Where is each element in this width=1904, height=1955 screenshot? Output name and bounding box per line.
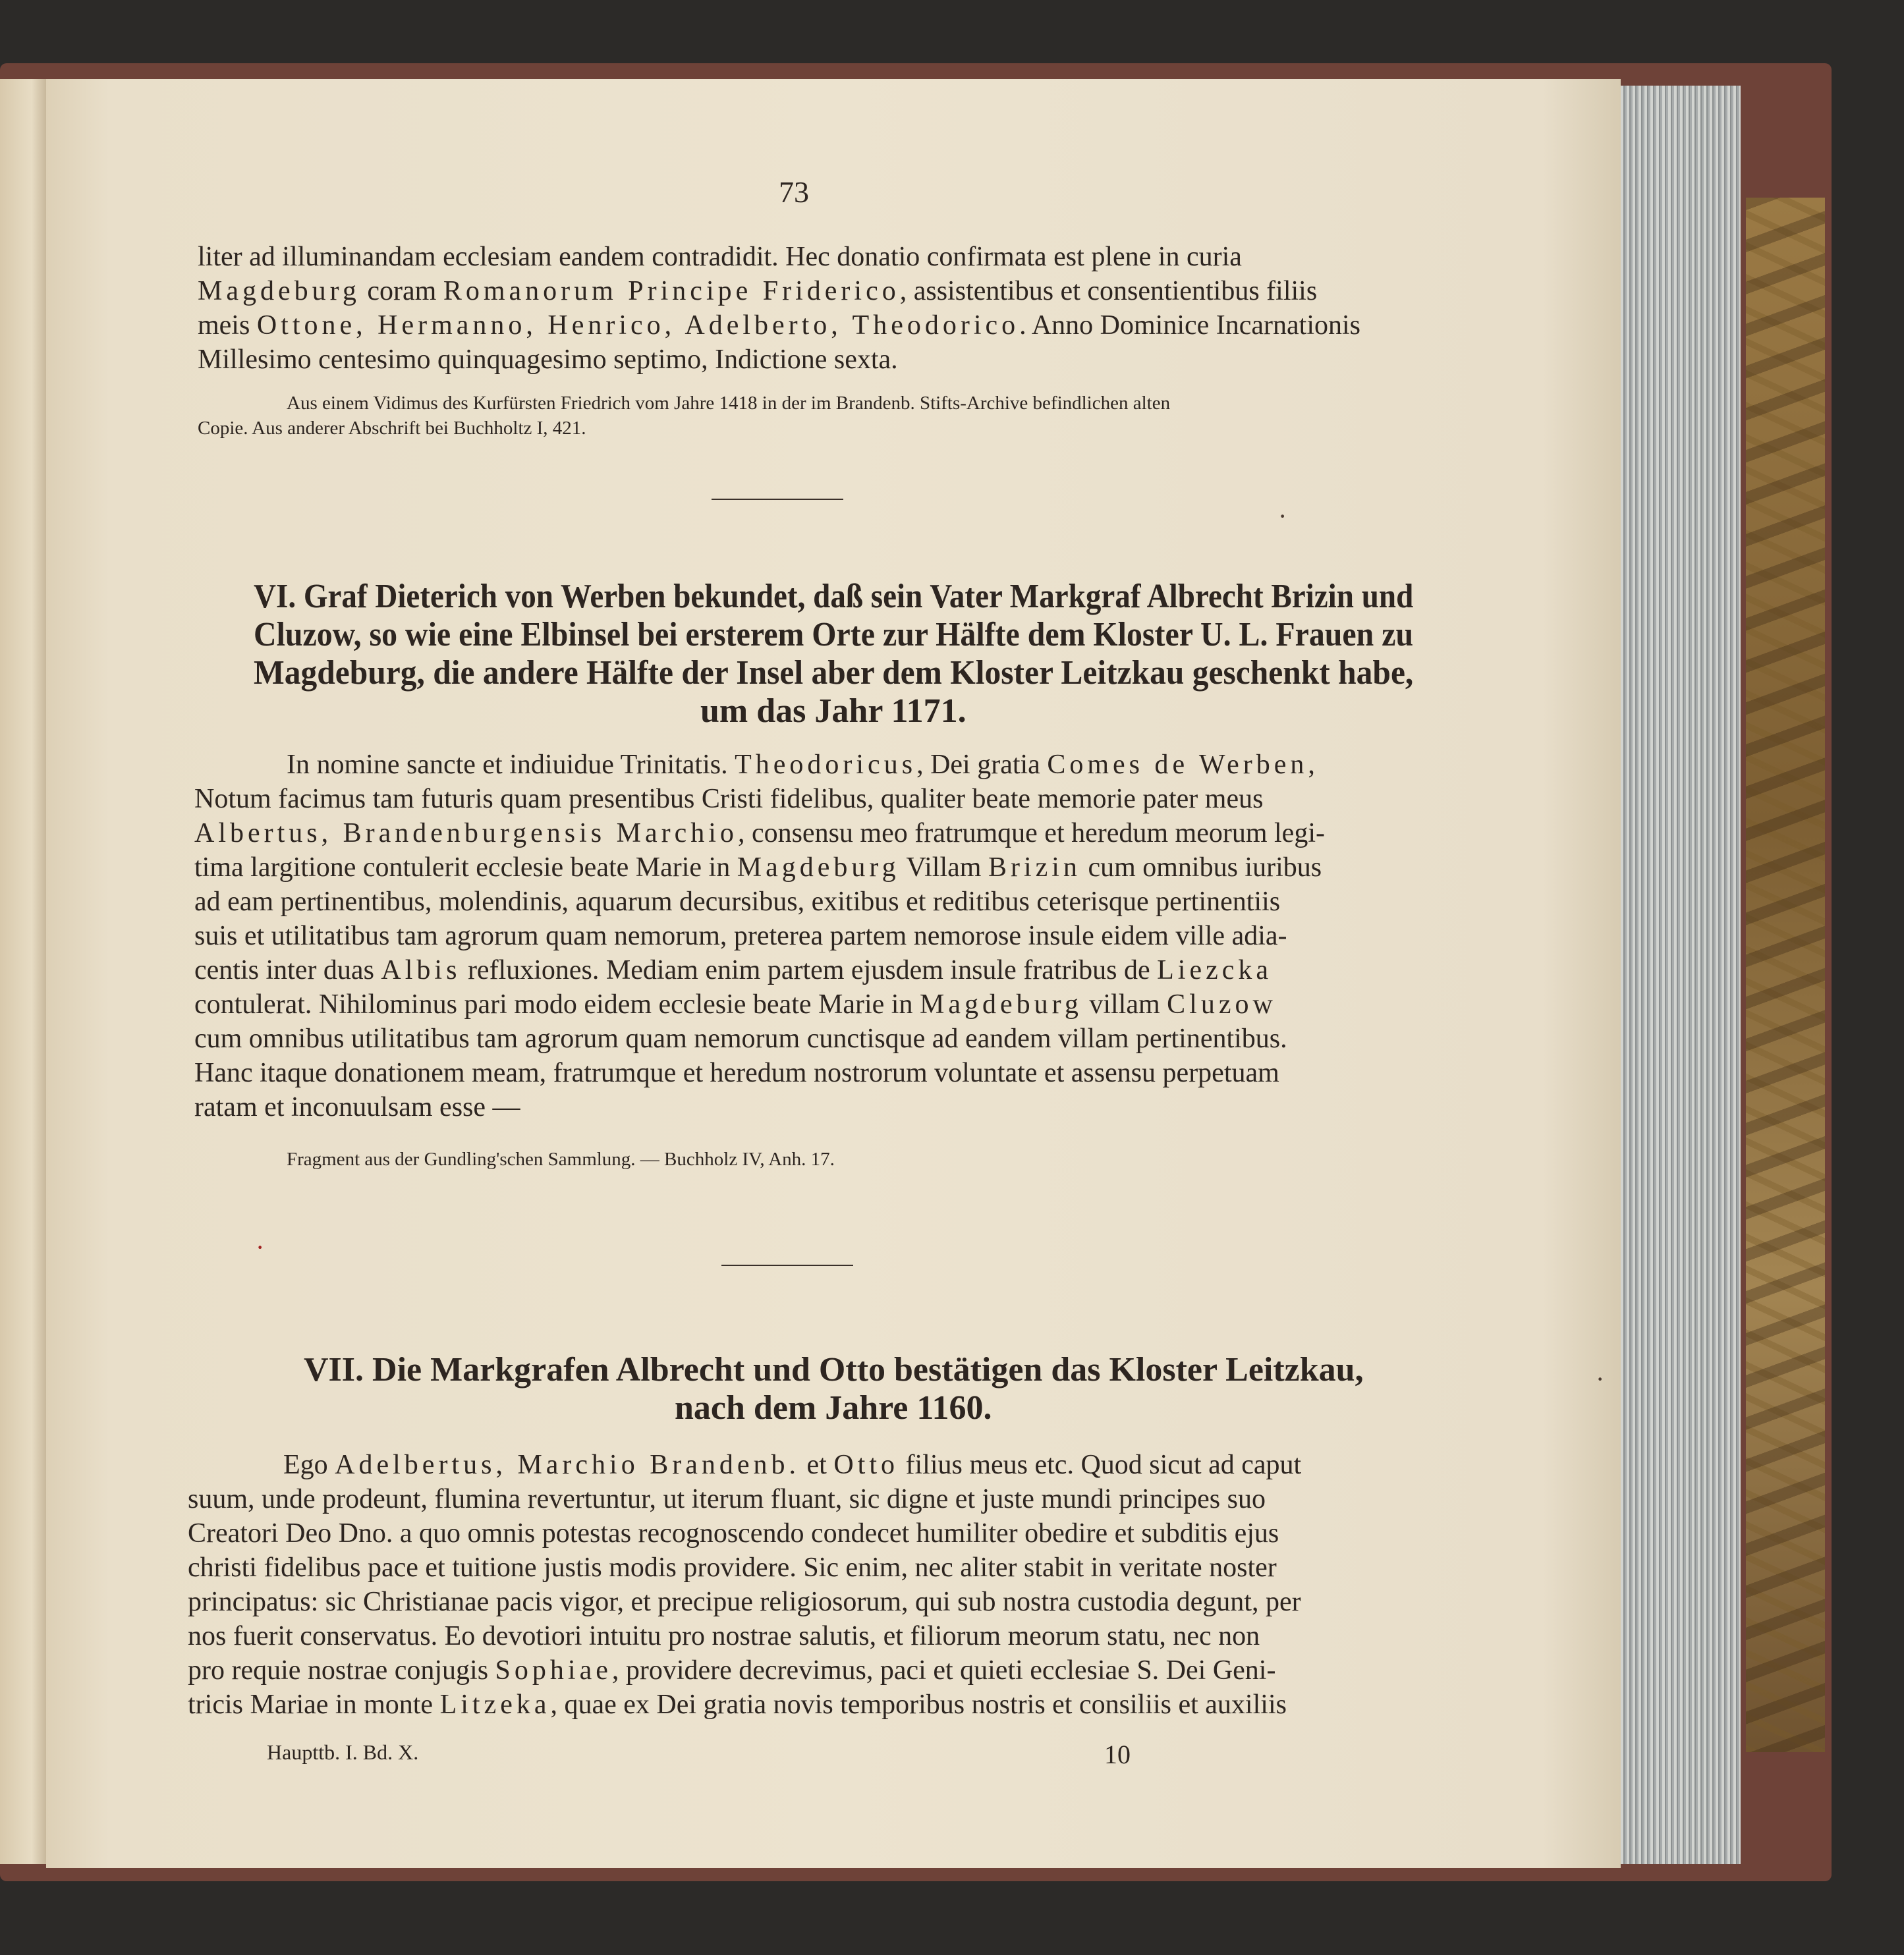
text-run: Litzeka — [439, 1690, 551, 1720]
text-run: suum, unde prodeunt, flumina revertuntur, ut iterum fluant, sic digne et juste mundi principes suo — [188, 1484, 1266, 1514]
text-run: nos fuerit conservatus. Eo devotiori intuitu pro nostrae salutis, et filiorum meorum statu, nec non — [188, 1621, 1260, 1651]
heading-line: nach dem Jahre 1160. — [675, 1389, 992, 1427]
text-line — [188, 1516, 1279, 1551]
text-line — [198, 240, 1242, 274]
heading-line: Magdeburg, die andere Hälfte der Insel aber dem Kloster Leitzkau geschenkt habe, — [254, 654, 1414, 692]
page-number: 73 — [779, 175, 809, 209]
text-line — [194, 850, 1322, 885]
section-divider — [712, 499, 843, 500]
text-line — [194, 816, 1325, 850]
text-line — [194, 782, 1263, 816]
text-line — [188, 1619, 1260, 1653]
text-run: , assistentibus et consentientibus filiis — [899, 276, 1318, 306]
page-edges — [1617, 86, 1741, 1864]
text-line — [194, 885, 1280, 919]
note-line: Copie. Aus anderer Abschrift bei Buchholtz I, 421. — [198, 418, 586, 439]
text-run: coram — [360, 276, 443, 306]
text-run: Theodoricus — [735, 750, 917, 780]
text-line — [194, 1022, 1287, 1056]
text-line — [287, 748, 1315, 782]
text-line — [194, 953, 1272, 987]
text-line — [198, 343, 898, 377]
text-line — [198, 308, 1360, 343]
text-run: Brizin — [988, 852, 1081, 883]
text-run: filius meus etc. Quod sicut ad caput — [899, 1450, 1302, 1480]
text-run: In nomine sancte et indiuidue Trinitatis. — [287, 750, 735, 780]
text-line — [194, 1090, 520, 1124]
text-run: Notum facimus tam futuris quam presentibus Cristi fidelibus, qualiter beate memorie pater meus — [194, 784, 1264, 814]
text-run: Hanc itaque donationem meam, fratrumque et heredum nostrorum voluntate et assensu perpetuam — [194, 1058, 1279, 1088]
text-run: . Anno Dominice Incarnationis — [1019, 310, 1361, 341]
text-run: Magdeburg — [737, 852, 900, 883]
text-run: centis inter duas — [194, 955, 381, 985]
text-run: Liezcka — [1157, 955, 1273, 985]
text-run: Creatori Deo Dno. a quo omnis potestas recognoscendo condecet humiliter obedire et subditis ejus — [188, 1518, 1279, 1549]
source-note-vi: Fragment aus der Gundling'schen Sammlung. — Buchholz IV, Anh. 17. — [287, 1149, 835, 1170]
text-run: , consensu meo fratrumque et heredum meorum legi- — [737, 818, 1325, 848]
text-run: cum omnibus iuribus — [1080, 852, 1322, 883]
text-run: Ego — [283, 1450, 335, 1480]
heading-line: VII. Die Markgrafen Albrecht und Otto bestätigen das Kloster Leitzkau, — [304, 1351, 1364, 1389]
text-run: Romanorum Principe Friderico — [443, 276, 900, 306]
book-page — [46, 79, 1621, 1868]
text-run: meis — [198, 310, 257, 341]
text-line — [194, 1056, 1279, 1090]
text-run: refluxiones. Mediam enim partem ejusdem insule fratribus de — [461, 955, 1158, 985]
left-page-edge — [0, 79, 53, 1864]
text-run: villam — [1082, 989, 1167, 1020]
text-run: , providere decrevimus, paci et quieti ecclesiae S. Dei Geni- — [611, 1655, 1276, 1686]
text-run: , Dei gratia — [916, 750, 1048, 780]
ink-speck: · — [1278, 501, 1287, 531]
text-line — [283, 1448, 1301, 1482]
text-line — [188, 1551, 1277, 1585]
text-run: Otto — [833, 1450, 899, 1480]
text-run: Sophiae — [495, 1655, 612, 1686]
text-line — [194, 919, 1287, 953]
text-run: pro requie nostrae conjugis — [188, 1655, 495, 1686]
section-divider — [721, 1265, 853, 1266]
text-run: , quae ex Dei gratia novis temporibus nostris et consiliis et auxiliis — [550, 1690, 1287, 1720]
text-run: tima largitione contulerit ecclesie beate Marie in — [194, 852, 737, 883]
text-run: contulerat. Nihilominus pari modo eidem ecclesie beate Marie in — [194, 989, 920, 1020]
text-line — [188, 1688, 1287, 1722]
text-line — [188, 1653, 1275, 1688]
text-run: Albis — [381, 955, 461, 985]
text-run: tricis Mariae in monte — [188, 1690, 440, 1720]
text-run: Comes de Werben — [1047, 750, 1308, 780]
heading-line: um das Jahr 1171. — [700, 692, 966, 730]
text-line — [188, 1482, 1266, 1516]
text-run: Millesimo centesimo quinquagesimo septimo, Indictione sexta. — [198, 344, 898, 375]
text-run: Albertus, Brandenburgensis Marchio — [194, 818, 738, 848]
text-line — [188, 1585, 1301, 1619]
text-run: cum omnibus utilitatibus tam agrorum quam nemorum cunctisque ad eandem villam pertinentibus. — [194, 1024, 1287, 1054]
ink-speck: · — [256, 1232, 265, 1262]
heading-line: VI. Graf Dieterich von Werben bekundet, daß sein Vater Markgraf Albrecht Brizin und — [254, 578, 1414, 615]
text-run: , — [1308, 750, 1315, 780]
sheet-number: 10 — [1104, 1740, 1131, 1769]
text-line — [194, 987, 1277, 1022]
text-run: suis et utilitatibus tam agrorum quam nemorum, preterea partem nemorose insule eidem ville adia- — [194, 921, 1287, 951]
ink-speck: · — [1596, 1364, 1605, 1394]
text-run: Villam — [899, 852, 988, 883]
text-line — [198, 274, 1317, 308]
text-run: Adelbertus, Marchio Brandenb. — [335, 1450, 800, 1480]
text-run: liter ad illuminandam ecclesiam eandem contradidit. Hec donatio confirmata est plene in curia — [198, 242, 1242, 272]
text-run: ratam et inconuulsam esse — — [194, 1092, 520, 1122]
heading-line: Cluzow, so wie eine Elbinsel bei ersterem Orte zur Hälfte dem Kloster U. L. Frauen zu — [254, 616, 1414, 653]
text-run: et — [800, 1450, 834, 1480]
marbled-board — [1746, 198, 1825, 1752]
text-run: Ottone, Hermanno, Henrico, Adelberto, Theodorico — [256, 310, 1020, 341]
text-run: ad eam pertinentibus, molendinis, aquarum decursibus, exitibus et reditibus ceterisque pertinentiis — [194, 887, 1281, 917]
text-run: Cluzow — [1167, 989, 1277, 1020]
signature-mark: Haupttb. I. Bd. X. — [267, 1740, 419, 1764]
text-run: Magdeburg — [919, 989, 1082, 1020]
note-line: Aus einem Vidimus des Kurfürsten Friedrich vom Jahre 1418 in der im Brandenb. Stifts-Archive befindlichen alten — [287, 393, 1171, 414]
text-run: christi fidelibus pace et tuitione justis modis providere. Sic enim, nec aliter stabit in veritate noster — [188, 1553, 1277, 1583]
text-run: Magdeburg — [198, 276, 360, 306]
text-run: principatus: sic Christianae pacis vigor, et precipue religiosorum, qui sub nostra custodia degunt, per — [188, 1587, 1301, 1617]
